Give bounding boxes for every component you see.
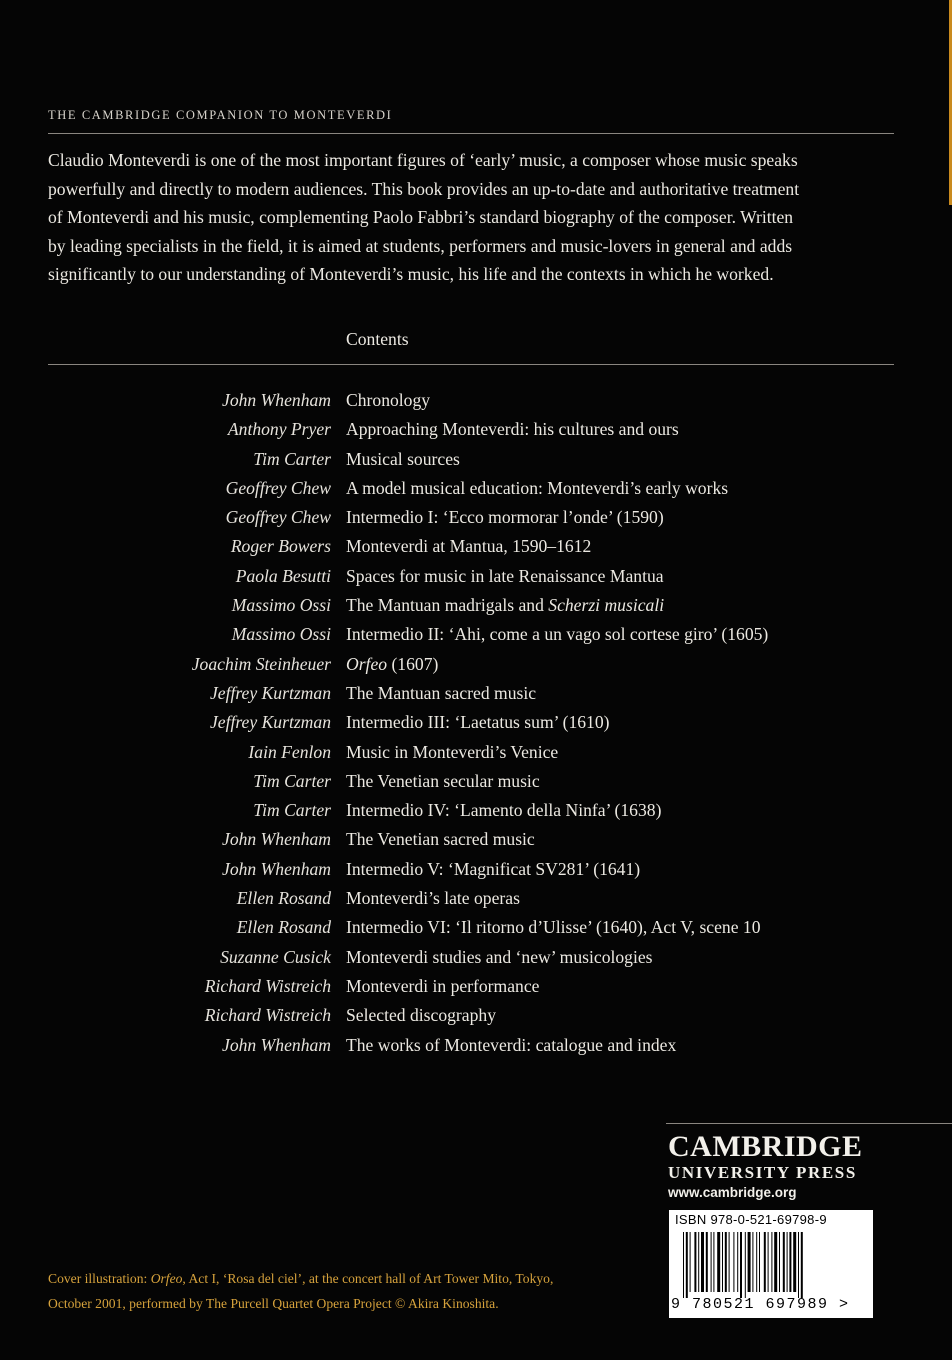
barcode-bar bbox=[729, 1232, 730, 1292]
publisher-url[interactable]: www.cambridge.org bbox=[668, 1185, 797, 1200]
chapter-author: Jeffrey Kurtzman bbox=[209, 712, 331, 733]
contents-row bbox=[0, 445, 952, 474]
description-line: by leading specialists in the field, it is aimed at students, performers and music-lovers in general and adds bbox=[48, 235, 793, 256]
contents-row bbox=[0, 650, 952, 679]
chapter-title: Approaching Monteverdi: his cultures and ours bbox=[346, 419, 679, 440]
chapter-author: Ellen Rosand bbox=[236, 917, 331, 938]
barcode-bar bbox=[759, 1232, 760, 1292]
barcode-bar bbox=[686, 1232, 688, 1298]
chapter-title: Intermedio II: ‘Ahi, come a un vago sol cortese giro’ (1605) bbox=[346, 624, 769, 645]
contents-row bbox=[0, 620, 952, 649]
contents-row bbox=[0, 386, 952, 415]
chapter-title: Spaces for music in late Renaissance Mantua bbox=[346, 565, 664, 586]
chapter-author: Suzanne Cusick bbox=[220, 946, 331, 967]
chapter-title: Intermedio VI: ‘Il ritorno d’Ulisse’ (1640), Act V, scene 10 bbox=[346, 917, 761, 938]
barcode-bar bbox=[683, 1232, 684, 1298]
description-line: significantly to our understanding of Monteverdi’s music, his life and the contexts in which he worked. bbox=[48, 264, 774, 284]
contents-row bbox=[0, 738, 952, 767]
chapter-author: John Whenham bbox=[222, 390, 331, 410]
publisher-divider bbox=[666, 1123, 952, 1124]
barcode-bar bbox=[745, 1232, 746, 1298]
barcode-bar bbox=[768, 1232, 769, 1292]
contents-row bbox=[0, 474, 952, 503]
barcode-bar bbox=[752, 1232, 753, 1292]
book-description bbox=[48, 146, 894, 289]
chapter-title: Musical sources bbox=[346, 448, 460, 469]
chapter-author: Richard Wistreich bbox=[204, 1005, 331, 1026]
description-line: Claudio Monteverdi is one of the most important figures of ‘early’ music, a composer whose music speaks bbox=[48, 150, 798, 170]
barcode-bar bbox=[740, 1232, 742, 1298]
chapter-author: Massimo Ossi bbox=[231, 595, 331, 616]
contents-row bbox=[0, 855, 952, 884]
chapter-title: Orfeo (1607) bbox=[346, 653, 439, 674]
publisher-logo-sub: UNIVERSITY PRESS bbox=[668, 1163, 857, 1182]
publisher-logo-name: CAMBRIDGE bbox=[668, 1130, 863, 1163]
barcode-digits: 9 780521 697989 > bbox=[671, 1296, 850, 1313]
contents-row bbox=[0, 825, 952, 854]
chapter-title: The Venetian secular music bbox=[346, 770, 540, 791]
chapter-author: Joachim Steinheuer bbox=[191, 653, 331, 674]
series-title: THE CAMBRIDGE COMPANION TO MONTEVERDI bbox=[48, 108, 393, 122]
chapter-author: John Whenham bbox=[222, 1034, 331, 1055]
barcode-bar bbox=[764, 1232, 766, 1292]
contents-divider bbox=[48, 364, 894, 365]
chapter-title: The Mantuan sacred music bbox=[346, 682, 537, 703]
barcode-bar bbox=[701, 1232, 704, 1292]
contents-row bbox=[0, 1031, 952, 1060]
isbn-label: ISBN 978-0-521-69798-9 bbox=[675, 1212, 827, 1227]
chapter-title: Monteverdi’s late operas bbox=[346, 888, 520, 909]
barcode-bar bbox=[748, 1232, 751, 1292]
contents-row bbox=[0, 532, 952, 561]
barcode-bar bbox=[717, 1232, 720, 1292]
contents-row bbox=[0, 943, 952, 972]
chapter-author: John Whenham bbox=[222, 858, 331, 879]
contents-row bbox=[0, 503, 952, 532]
chapter-title: The Venetian sacred music bbox=[346, 829, 535, 850]
barcode-bar bbox=[779, 1232, 780, 1292]
chapter-author: Iain Fenlon bbox=[248, 741, 331, 762]
contents-row bbox=[0, 591, 952, 620]
barcode-bar bbox=[690, 1232, 691, 1292]
chapter-author: Richard Wistreich bbox=[204, 975, 331, 996]
chapter-author: Tim Carter bbox=[253, 800, 331, 821]
contents-row bbox=[0, 972, 952, 1001]
barcode-bar bbox=[733, 1232, 734, 1292]
chapter-title: Intermedio V: ‘Magnificat SV281’ (1641) bbox=[346, 858, 641, 879]
contents-row bbox=[0, 708, 952, 737]
barcode-bar bbox=[722, 1232, 723, 1292]
chapter-title: The Mantuan madrigals and Scherzi musicali bbox=[346, 595, 665, 616]
barcode-bar bbox=[706, 1232, 708, 1292]
chapter-author: Ellen Rosand bbox=[236, 888, 331, 909]
chapter-author: Jeffrey Kurtzman bbox=[209, 682, 331, 703]
chapter-author: Massimo Ossi bbox=[231, 624, 331, 645]
contents-row bbox=[0, 562, 952, 591]
barcode-bar bbox=[774, 1232, 777, 1292]
barcode-bar bbox=[713, 1232, 714, 1292]
description-line: of Monteverdi and his music, complementing Paolo Fabbri’s standard biography of the composer. Written bbox=[48, 207, 794, 227]
contents-heading: Contents bbox=[346, 329, 409, 349]
chapter-title: Monteverdi at Mantua, 1590–1612 bbox=[346, 536, 592, 557]
contents-row bbox=[0, 679, 952, 708]
chapter-title: Intermedio I: ‘Ecco mormorar l’onde’ (1590) bbox=[346, 507, 664, 528]
barcode-bar bbox=[789, 1232, 791, 1292]
barcode-bar bbox=[793, 1232, 796, 1292]
barcode-bar bbox=[737, 1232, 738, 1292]
chapter-title: Monteverdi in performance bbox=[346, 975, 540, 996]
contents-row bbox=[0, 884, 952, 913]
contents-row bbox=[0, 415, 952, 444]
contents-row bbox=[0, 1001, 952, 1030]
barcode-bar bbox=[756, 1232, 757, 1292]
chapter-author: Tim Carter bbox=[253, 770, 331, 791]
chapter-author: Geoffrey Chew bbox=[225, 477, 331, 498]
barcode-bar bbox=[787, 1232, 788, 1292]
chapter-title: The works of Monteverdi: catalogue and index bbox=[346, 1034, 677, 1055]
chapter-title: Intermedio IV: ‘Lamento della Ninfa’ (1638) bbox=[346, 800, 662, 821]
credit-line-1: Cover illustration: Orfeo, Act I, ‘Rosa del ciel’, at the concert hall of Art Tower Mito, Tokyo, bbox=[48, 1271, 554, 1286]
barcode-bar bbox=[801, 1232, 803, 1298]
chapter-title: Chronology bbox=[346, 390, 431, 410]
chapter-title: A model musical education: Monteverdi’s early works bbox=[346, 477, 729, 498]
contents-row bbox=[0, 767, 952, 796]
chapter-author: Anthony Pryer bbox=[227, 419, 331, 440]
chapter-title: Monteverdi studies and ‘new’ musicologies bbox=[346, 946, 653, 967]
credit-line-2: October 2001, performed by The Purcell Quartet Opera Project © Akira Kinoshita. bbox=[48, 1296, 499, 1311]
barcode-bar bbox=[725, 1232, 727, 1292]
chapter-author: Paola Besutti bbox=[235, 565, 331, 586]
chapter-title: Selected discography bbox=[346, 1005, 496, 1026]
description-line: powerfully and directly to modern audiences. This book provides an up-to-date and authoritative treatment bbox=[48, 178, 800, 199]
chapter-author: Roger Bowers bbox=[230, 536, 331, 557]
barcode-bar bbox=[698, 1232, 699, 1292]
barcode-bar bbox=[711, 1232, 712, 1292]
barcode-bar bbox=[771, 1232, 772, 1292]
contents-list bbox=[0, 386, 952, 1060]
contents-row bbox=[0, 913, 952, 942]
contents-row bbox=[0, 796, 952, 825]
barcode-bar bbox=[798, 1232, 799, 1298]
header-divider bbox=[48, 133, 894, 134]
chapter-author: John Whenham bbox=[222, 829, 331, 850]
chapter-title: Music in Monteverdi’s Venice bbox=[346, 741, 559, 762]
chapter-author: Tim Carter bbox=[253, 448, 331, 469]
chapter-title: Intermedio III: ‘Laetatus sum’ (1610) bbox=[346, 712, 610, 733]
barcode-bar bbox=[783, 1232, 785, 1292]
barcode-bar bbox=[694, 1232, 696, 1292]
isbn-barcode bbox=[669, 1210, 873, 1318]
chapter-author: Geoffrey Chew bbox=[225, 507, 331, 528]
cover-illustration-credit bbox=[48, 1266, 608, 1316]
